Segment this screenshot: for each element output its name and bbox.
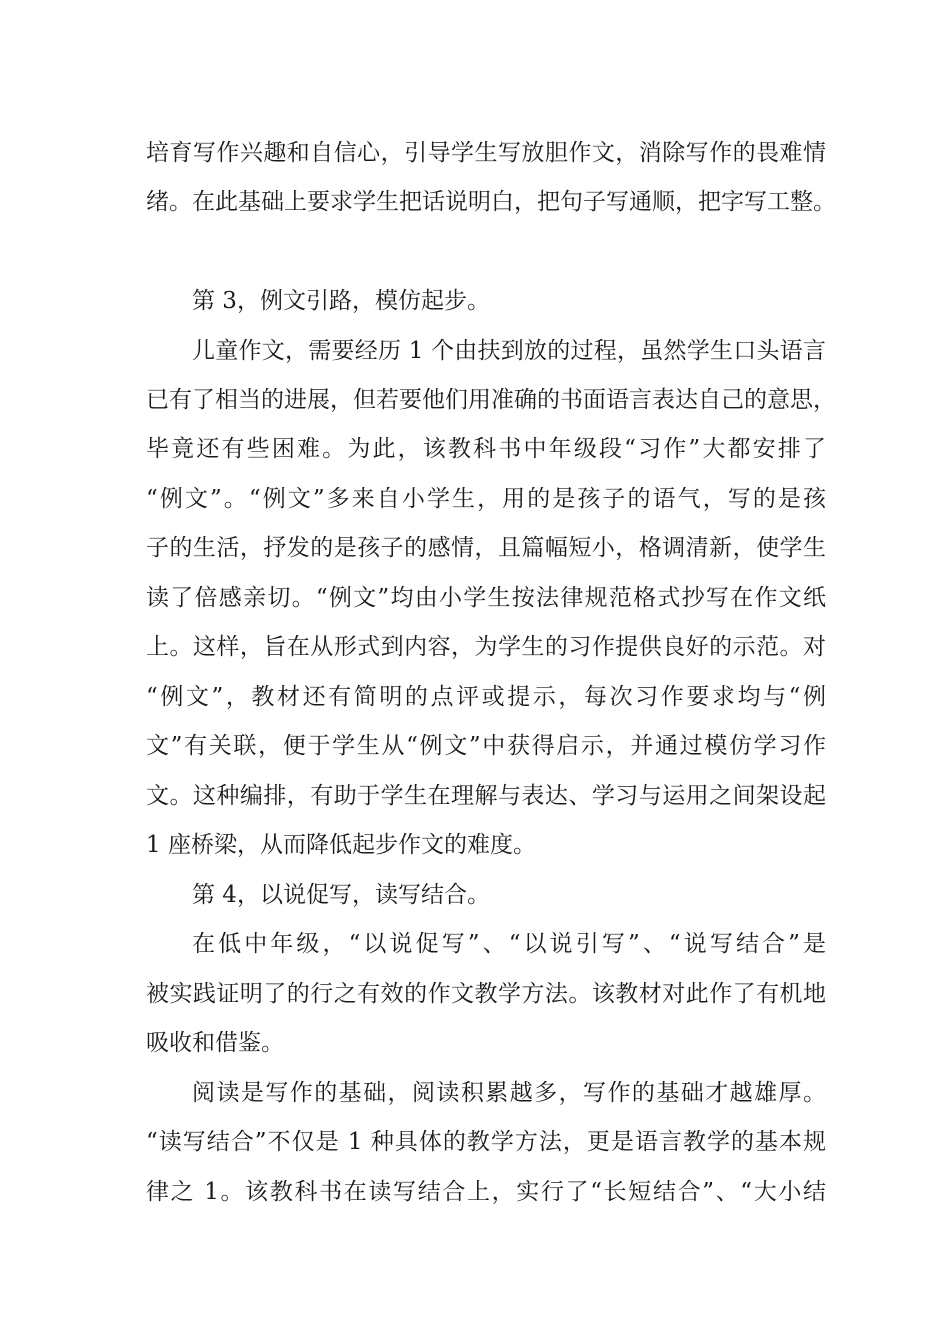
text-line: 阅读是写作的基础，阅读积累越多，写作的基础才越雄厚。 [192,1080,826,1106]
text-line: 读了倍感亲切。“例文”均由小学生按法律规范格式抄写在作文纸 [146,585,826,611]
text-line: 文”有关联，便于学生从“例文”中获得启示，并通过模仿学习作 [146,733,826,759]
text-line: 培育写作兴趣和自信心，引导学生写放胆作文，消除写作的畏难情 [146,140,826,166]
text-line: 律之 1。该教科书在读写结合上，实行了“长短结合”、“大小结 [146,1179,826,1205]
section-heading: 第 3，例文引路，模仿起步。 [192,288,490,314]
text-line: 吸收和借鉴。 [146,1030,284,1056]
text-line: “读写结合”不仅是 1 种具体的教学方法，更是语言教学的基本规 [146,1129,826,1155]
text-line: “例文”，教材还有简明的点评或提示，每次习作要求均与“例 [146,684,826,710]
text-line: 绪。在此基础上要求学生把话说明白，把句子写通顺，把字写工整。 [146,189,836,215]
text-line: 毕竟还有些困难。为此，该教科书中年级段“习作”大都安排了 [146,436,826,462]
text-line: 被实践证明了的行之有效的作文教学方法。该教材对此作了有机地 [146,981,826,1007]
text-line: 已有了相当的进展，但若要他们用准确的书面语言表达自己的意思， [146,387,836,413]
text-line: 在低中年级，“以说促写”、“以说引写”、“说写结合”是 [192,931,826,957]
text-line: “例文”。“例文”多来自小学生，用的是孩子的语气，写的是孩 [146,486,826,512]
text-line: 文。这种编排，有助于学生在理解与表达、学习与运用之间架设起 [146,783,826,809]
text-line: 儿童作文，需要经历 1 个由扶到放的过程，虽然学生口头语言 [192,338,826,364]
text-line: 上。这样，旨在从形式到内容，为学生的习作提供良好的示范。对 [146,634,826,660]
text-line: 子的生活，抒发的是孩子的感情，且篇幅短小，格调清新，使学生 [146,535,826,561]
section-heading: 第 4，以说促写，读写结合。 [192,882,490,908]
text-line: 1 座桥梁，从而降低起步作文的难度。 [146,832,536,858]
